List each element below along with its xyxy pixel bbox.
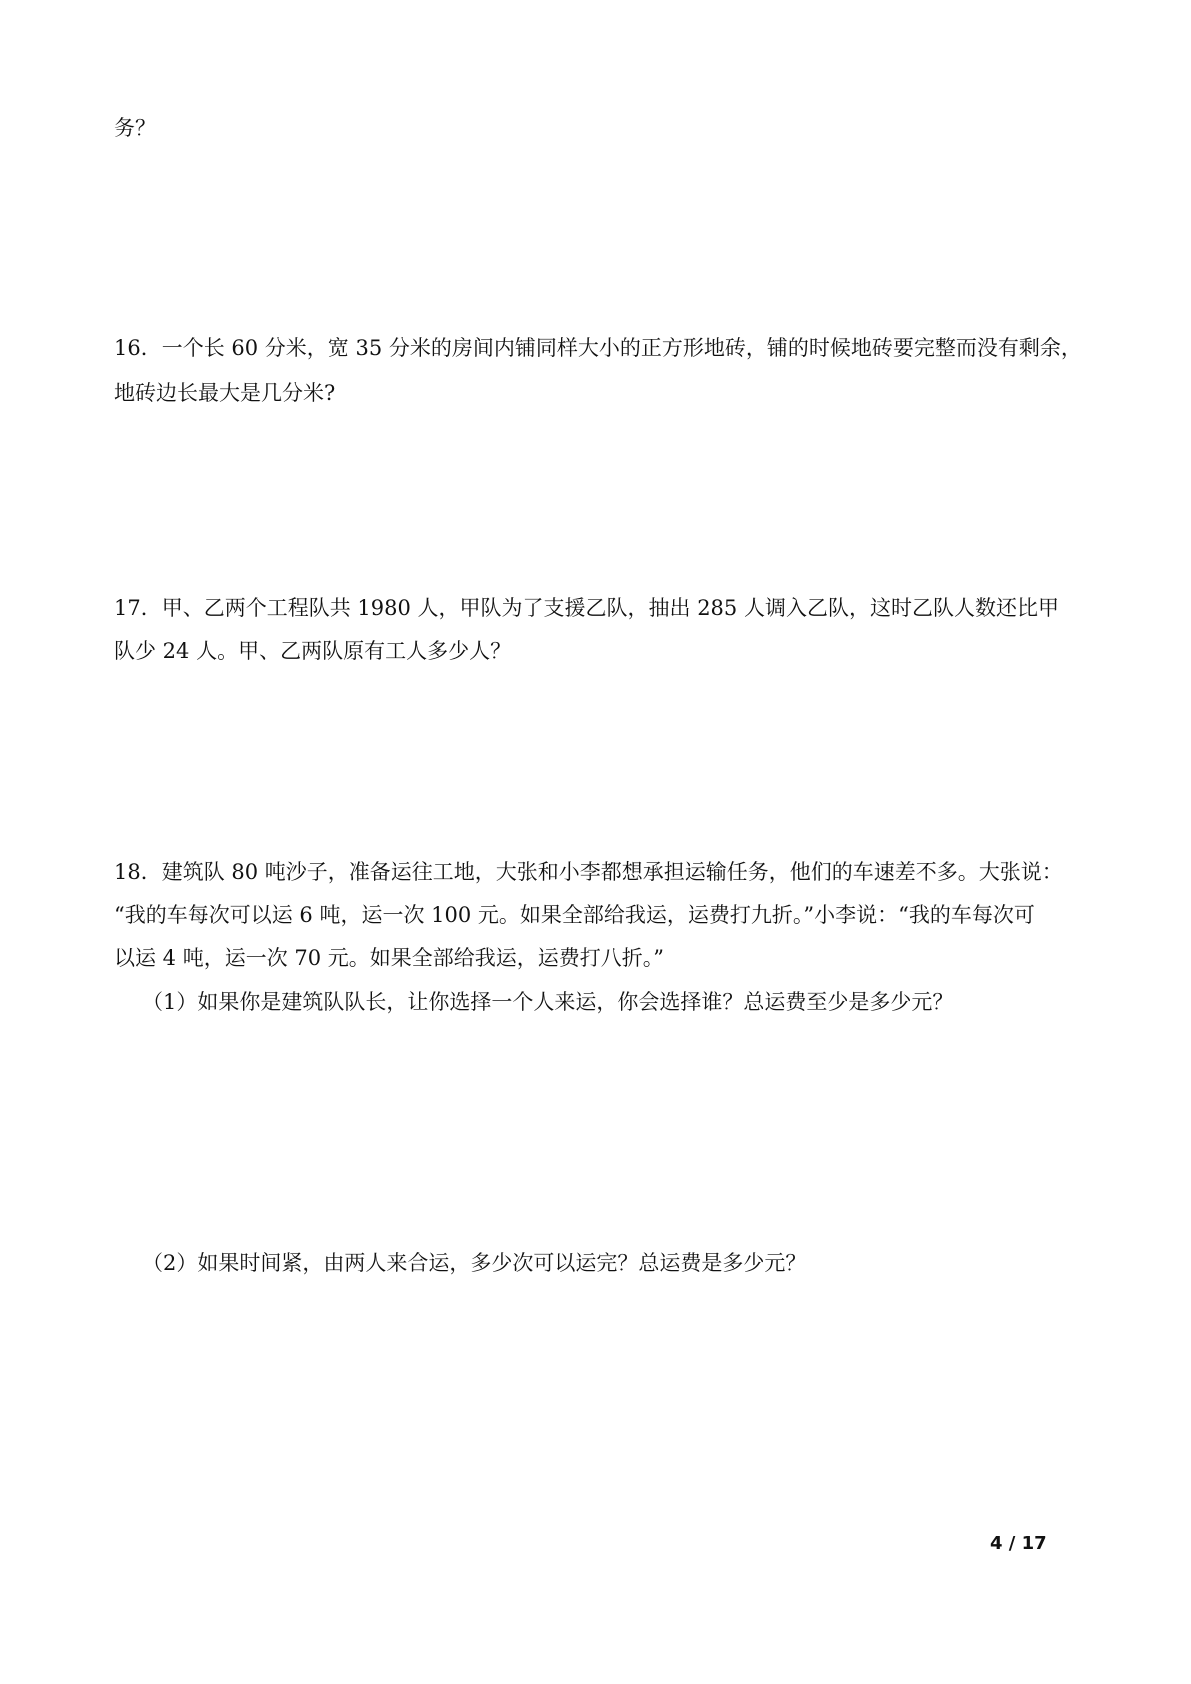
question-18-line-3: 以运 4 吨，运一次 70 元。如果全部给我运，运费打八折。” xyxy=(114,946,665,970)
question-18-line-2: “我的车每次可以运 6 吨，运一次 100 元。如果全部给我运，运费打九折。”小李说：“我的车每次可 xyxy=(114,903,1035,927)
question-18-line-1: 18．建筑队 80 吨沙子，准备运往工地，大张和小李都想承担运输任务，他们的车速差不多。大张说： xyxy=(114,860,1063,884)
question-17-line-1: 17．甲、乙两个工程队共 1980 人，甲队为了支援乙队，抽出 285 人调入乙队，这时乙队人数还比甲 xyxy=(114,596,1059,620)
question-16-line-2: 地砖边长最大是几分米? xyxy=(114,381,336,405)
continuation-text: 务？ xyxy=(114,116,156,140)
page-number: 4 / 17 xyxy=(990,1533,1047,1554)
question-17-line-2: 队少 24 人。甲、乙两队原有工人多少人？ xyxy=(114,639,512,663)
question-18-subquestion-2: （2）如果时间紧，由两人来合运，多少次可以运完？总运费是多少元？ xyxy=(142,1251,807,1275)
question-18-subquestion-1: （1）如果你是建筑队队长，让你选择一个人来运，你会选择谁？总运费至少是多少元？ xyxy=(142,990,954,1014)
question-16-line-1: 16．一个长 60 分米，宽 35 分米的房间内铺同样大小的正方形地砖，铺的时候地砖要完整而没有剩余， xyxy=(114,336,1082,360)
